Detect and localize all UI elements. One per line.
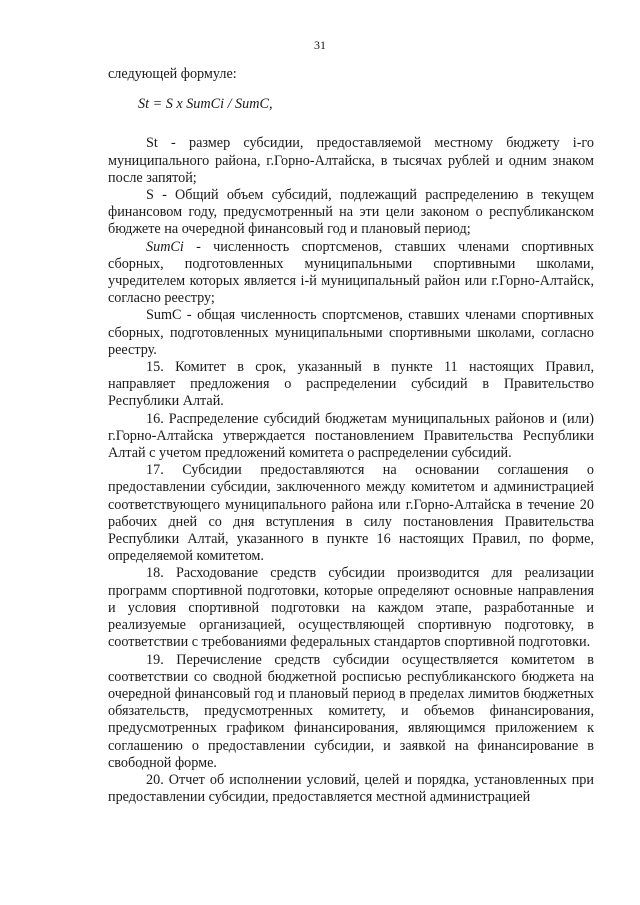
paragraph-16: 16. Распределение субсидий бюджетам муниципальных районов и (или) г.Горно-Алтайска утверждается постановлением Правительства Республики Алтай с учетом предложений комитета о распределении субсидий. [108,410,594,462]
formula: St = S x SumCi / SumC, [138,96,273,113]
definition-sumci-text: - численность спортсменов, ставших членами спортивных сборных, подготовленных муниципальными спортивными школами, учредителем которых является i-й муниципальный район или г.Горно-Алтайск, согласно реестру; [108,238,594,307]
paragraph-20: 20. Отчет об исполнении условий, целей и порядка, установленных при предоставлении субсидии, предоставляется местной администрацией [108,771,594,806]
document-body [108,66,594,806]
paragraph-15: 15. Комитет в срок, указанный в пункте 11 настоящих Правил, направляет предложения о распределении субсидий в Правительство Республики Алтай. [108,359,594,410]
definition-st-text: - размер субсидии, предоставляемой местному бюджету i-го муниципального района, г.Горно-Алтайска, в тысячах рублей и одним знаком после запятой; [108,135,594,186]
definition-sumc: SumC - общая численность спортсменов, ставших членами спортивных сборных, подготовленных муниципальными спортивными школами, согласно реестру. [108,307,594,358]
paragraph-19: 19. Перечисление средств субсидии осуществляется комитетом в соответствии со сводной бюджетной росписью республиканского бюджета на очередной финансовый год и плановый период в пределах лимитов бюджетных обязательств, предусмотренных комитету, и объемов финансирования, предусмотренных графиком финансирования, являющимся приложением к соглашению о предоставлении субсидии, и заявкой на финансирование в свободной форме. [108,651,594,771]
definition-st [108,135,594,187]
page-number: 31 [314,38,326,52]
definition-s: S - Общий объем субсидий, подлежащий распределению в текущем финансовом году, предусмотренный на эти цели законом о республиканском бюджете на очередной финансовый год и плановый период; [108,187,594,238]
definition-sumci [108,239,594,308]
paragraph-18: 18. Расходование средств субсидии производится для реализации программ спортивной подготовки, которые определяют основные направления и условия спортивной подготовки на каждом этапе, разработанные и реализуемые организацией, осуществляющей спортивную подготовку, в соответствии с требованиями федеральных стандартов спортивной подготовки. [108,565,594,651]
paragraph-17: 17. Субсидии предоставляются на основании соглашения о предоставлении субсидии, заключенного между комитетом и администрацией соответствующего муниципального района или г.Горно-Алтайска в течение 20 рабочих дней со дня вступления в силу постановления Правительства Республики Алтай, указанного в пункте 16 настоящих Правил, по форме, определяемой комитетом. [108,462,594,565]
symbol-st: St [146,135,158,152]
symbol-sumci: SumCi [146,238,184,255]
intro-line: следующей формуле: [108,66,237,82]
